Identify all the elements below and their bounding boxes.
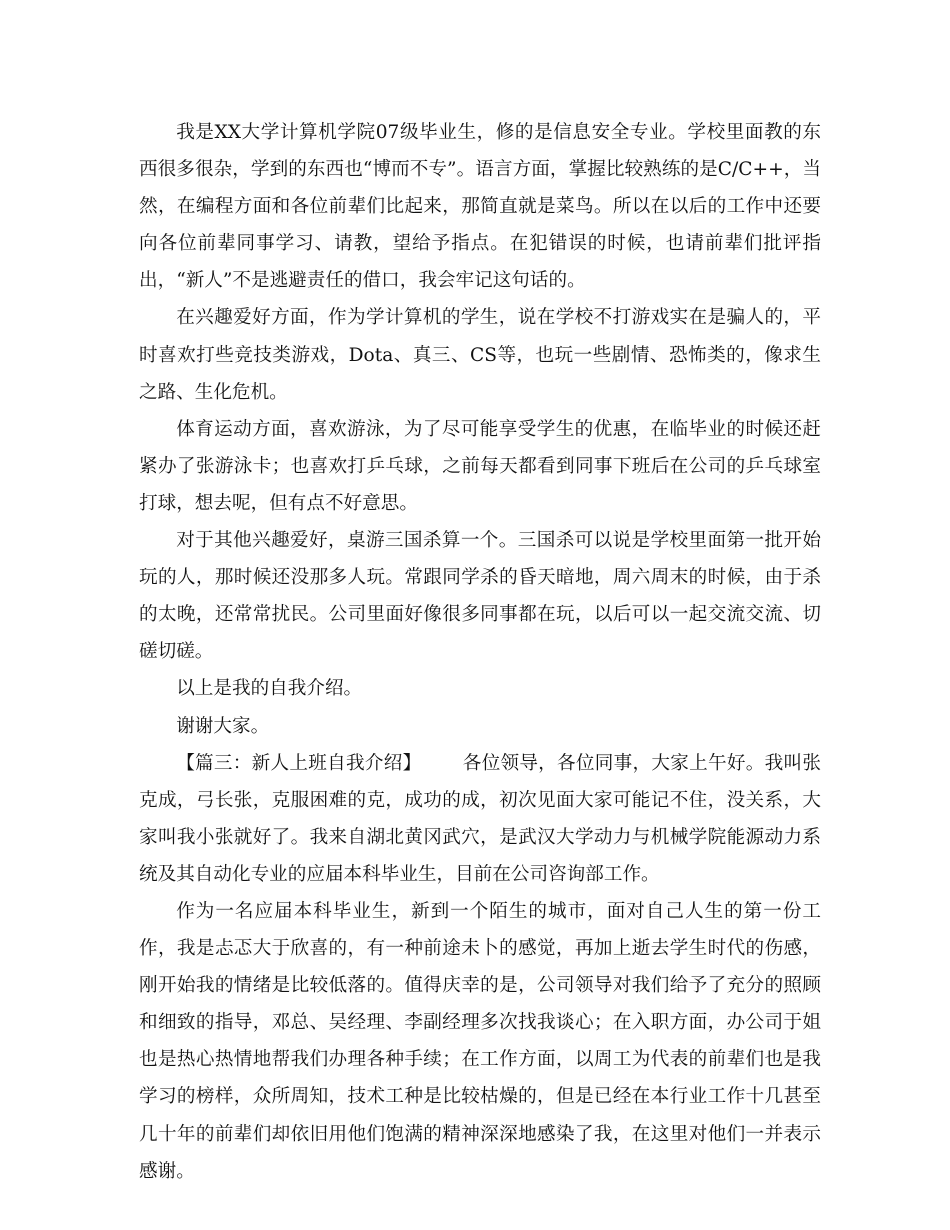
paragraph-hobbies-sports: 体育运动方面，喜欢游泳，为了尽可能享受学生的优惠，在临毕业的时候还赶紧办了张游泳卡；也喜欢打乒乓球，之前每天都看到同事下班后在公司的乒乓球室打球，想去呢，但有点不好意思。 bbox=[139, 418, 821, 514]
section-intro-text: 各位领导，各位同事，大家上午好。我叫张克成，弓长张，克服困难的克，成功的成，初次见面大家可能记不住，没关系，大家叫我小张就好了。我来自湖北黄冈武穴，是武汉大学动力与机械学院能源动力系统及其自动化专业的应届本科毕业生，目前在公司咨询部工作。 bbox=[139, 752, 821, 885]
paragraph-thanks: 谢谢大家。 bbox=[176, 715, 270, 737]
section-heading: 【篇三：新人上班自我介绍】 bbox=[176, 752, 422, 774]
paragraph-hobbies-games: 在兴趣爱好方面，作为学计算机的学生，说在学校不打游戏实在是骗人的，平时喜欢打些竞技类游戏，Dota、真三、CS等，也玩一些剧情、恐怖类的，像求生之路、生化危机。 bbox=[139, 307, 821, 403]
paragraph-closing: 以上是我的自我介绍。 bbox=[176, 678, 363, 700]
paragraph-section-three-body: 作为一名应届本科毕业生，新到一个陌生的城市，面对自己人生的第一份工作，我是忐忑大于欣喜的，有一种前途未卜的感觉，再加上逝去学生时代的伤感，刚开始我的情绪是比较低落的。值得庆幸的是，公司领导对我们给予了充分的照顾和细致的指导，邓总、吴经理、李副经理多次找我谈心；在入职方面，办公司于姐也是热心热情地帮我们办理各种手续；在工作方面，以周工为代表的前辈们也是我学习的榜样，众所周知，技术工种是比较枯燥的，但是已经在本行业工作十几甚至几十年的前辈们却依旧用他们饱满的精神深深地感染了我，在这里对他们一并表示感谢。 bbox=[139, 900, 821, 1182]
paragraph-hobbies-boardgames: 对于其他兴趣爱好，桌游三国杀算一个。三国杀可以说是学校里面第一批开始玩的人，那时候还没那多人玩。常跟同学杀的昏天暗地，周六周末的时候，由于杀的太晚，还常常扰民。公司里面好像很多同事都在玩，以后可以一起交流交流、切磋切磋。 bbox=[139, 530, 821, 663]
document-body bbox=[139, 114, 821, 1190]
paragraph-education: 我是XX大学计算机学院07级毕业生，修的是信息安全专业。学校里面教的东西很多很杂，学到的东西也“博而不专”。语言方面，掌握比较熟练的是C/C++，当然，在编程方面和各位前辈们比起来，那简直就是菜鸟。所以在以后的工作中还要向各位前辈同事学习、请教，望给予指点。在犯错误的时候，也请前辈们批评指出，“新人”不是逃避责任的借口，我会牢记这句话的。 bbox=[139, 122, 821, 292]
paragraph-section-three-intro bbox=[139, 745, 821, 893]
